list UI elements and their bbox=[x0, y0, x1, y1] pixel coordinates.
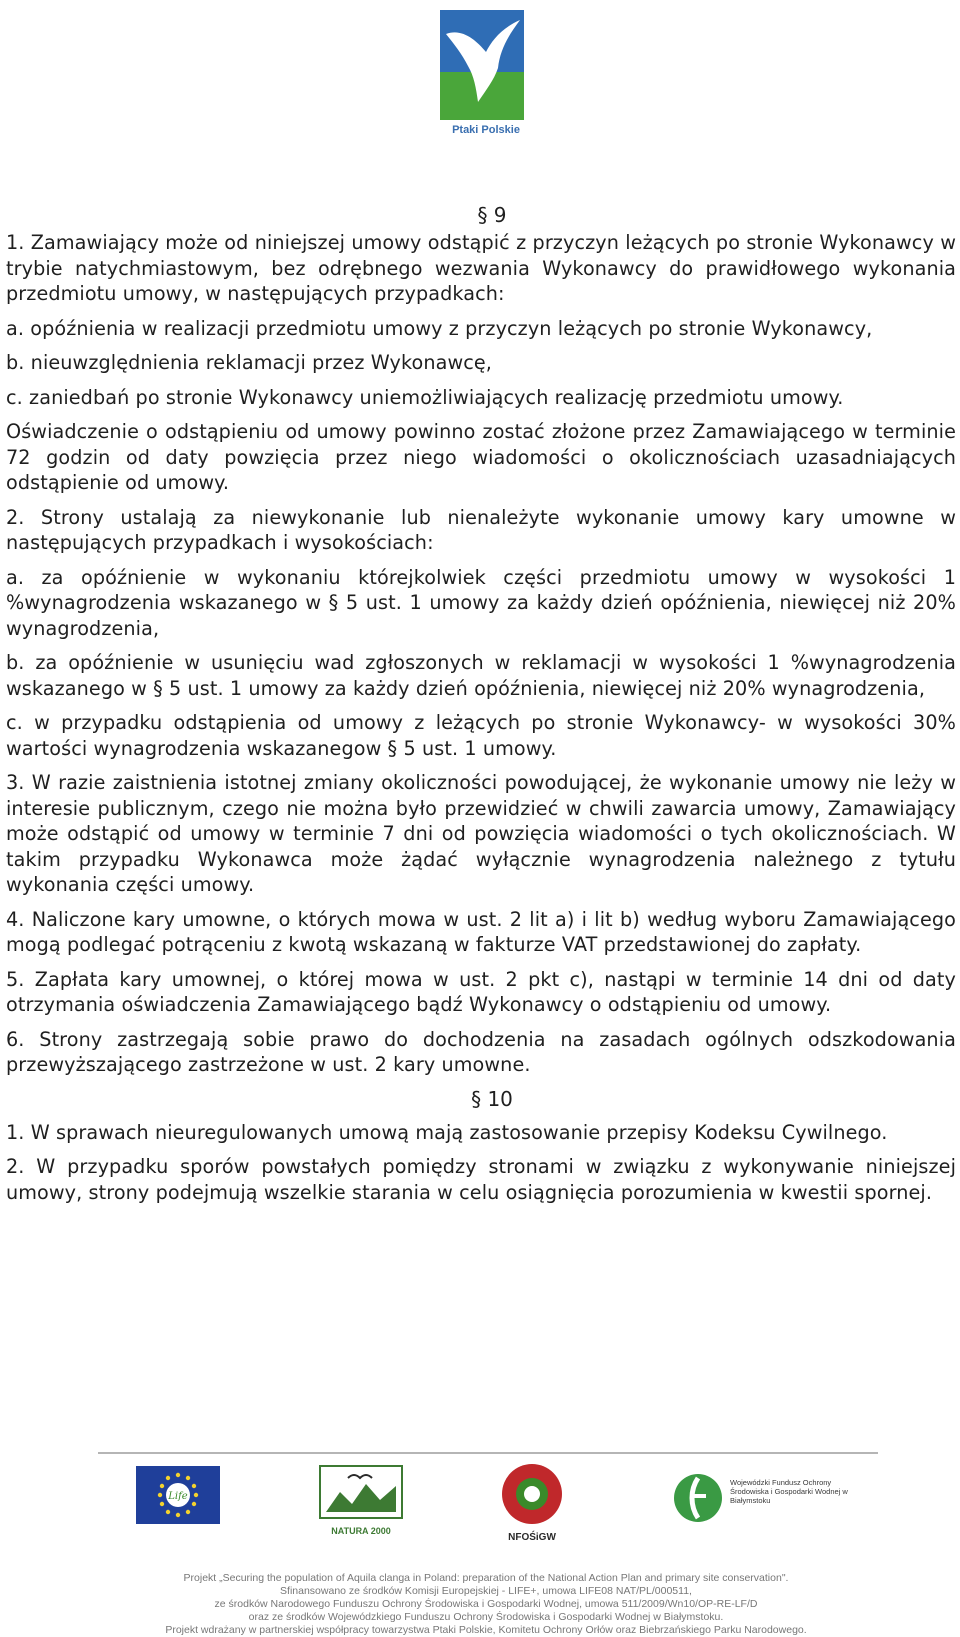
bird-logo-icon bbox=[440, 10, 524, 120]
eu-life-flag-icon bbox=[136, 1466, 220, 1528]
document-body bbox=[6, 200, 956, 1205]
paragraph: 5. Zapłata kary umownej, o której mowa w ust. 2 pkt c), nastąpi w terminie 14 dni od daty otrzymania oświadczenia Zamawiającego bądź Wykonawcy o odstąpieniu od umowy. bbox=[6, 967, 956, 1016]
nfosigw-icon bbox=[496, 1460, 568, 1548]
logo-label-life: Life bbox=[168, 1491, 188, 1502]
footer-divider bbox=[98, 1452, 878, 1454]
logo-caption: Ptaki Polskie bbox=[452, 124, 520, 136]
paragraph: 6. Strony zastrzegają sobie prawo do dochodzenia na zasadach ogólnych odszkodowania przewyższającego zastrzeżone w ust. 2 kary umowne. bbox=[6, 1027, 956, 1076]
logo-label-wfosigw: Wojewódzki Fundusz Ochrony Środowiska i Gospodarki Wodnej w Białymstoku bbox=[730, 1478, 848, 1505]
paragraph: 2. W przypadku sporów powstałych pomiędzy stronami w związku z wykonywanie niniejszej umowy, strony podejmują wszelkie starania w celu osiągnięcia porozumienia w kwestii spornej. bbox=[6, 1155, 956, 1204]
wfosigw-bialystok-icon bbox=[672, 1470, 862, 1530]
paragraph: 2. Strony ustalają za niewykonanie lub nienależyte wykonanie umowy kary umowne w następujących przypadkach i wysokościach: bbox=[6, 505, 956, 554]
paragraph: c. w przypadku odstąpienia od umowy z leżących po stronie Wykonawcy- w wysokości 30% wartości wynagrodzenia wskazanegow § 5 ust. 1 umowy. bbox=[6, 711, 956, 760]
paragraph: 3. W razie zaistnienia istotnej zmiany okoliczności powodującej, że wykonanie umowy nie leży w interesie publicznym, czego nie można było przewidzieć w chwili zawarcia umowy, Zamawiający może odstąpić od umowy w terminie 7 dni od powzięcia wiadomości o tych okolicznościach. W takim przypadku Wykonawca może żądać wyłącznie wynagrodzenia należnego z tytułu wykonania części umowy. bbox=[6, 771, 956, 896]
paragraph: c. zaniedbań po stronie Wykonawcy uniemożliwiających realizację przedmiotu umowy. bbox=[6, 385, 844, 409]
paragraph: a. opóźnienia w realizacji przedmiotu umowy z przyczyn leżących po stronie Wykonawcy, bbox=[6, 316, 873, 340]
natura-2000-icon bbox=[318, 1464, 404, 1544]
paragraph: a. za opóźnienie w wykonaniu którejkolwiek części przedmiotu umowy w wysokości 1 %wynagrodzenia wskazanego w § 5 ust. 1 umowy za każdy dzień opóźnienia, niewięcej niż 20% wynagrodzenia, bbox=[6, 565, 956, 640]
paragraph: b. za opóźnienie w usunięciu wad zgłoszonych w reklamacji w wysokości 1 %wynagrodzenia wskazanego w § 5 ust. 1 umowy za każdy dzień opóźnienia, niewięcej niż 20% wynagrodzenia, bbox=[6, 651, 956, 700]
paragraph: 4. Naliczone kary umowne, o których mowa w ust. 2 lit a) i lit b) według wyboru Zamawiającego mogą podlegać potrąceniu z kwotą wskazaną w fakturze VAT przedstawionej do zapłaty. bbox=[6, 907, 956, 956]
footer-line: ze środków Narodowego Funduszu Ochrony Środowiska i Gospodarki Wodnej, umowa 511/2009/Wn10/OP-RE-LF/D bbox=[214, 1598, 758, 1610]
sponsor-logos bbox=[98, 1460, 878, 1550]
paragraph: b. nieuwzględnienia reklamacji przez Wykonawcę, bbox=[6, 351, 493, 374]
footer-line: Sfinansowano ze środków Komisji Europejskiej - LIFE+, umowa LIFE08 NAT/PL/000511, bbox=[280, 1585, 692, 1597]
paragraph: 1. Zamawiający może od niniejszej umowy odstąpić z przyczyn leżących po stronie Wykonawcy w trybie natychmiastowym, bez odrębnego wezwania Wykonawcy do prawidłowego wykonania przedmiotu umowy, w następujących przypadkach: bbox=[6, 231, 956, 305]
paragraph: 1. W sprawach nieuregulowanych umową mają zastosowanie przepisy Kodeksu Cywilnego. bbox=[6, 1120, 888, 1144]
logo-label-nfosigw: NFOŚiGW bbox=[508, 1532, 556, 1543]
logo-label-natura: NATURA 2000 bbox=[331, 1526, 391, 1536]
paragraph: Oświadczenie o odstąpieniu od umowy powinno zostać złożone przez Zamawiającego w terminie 72 godzin od daty powzięcia przez niego wiadomości o okolicznościach uzasadniających odstąpienie od umowy. bbox=[6, 420, 956, 494]
footer-line: Projekt „Securing the population of Aquila clanga in Poland: preparation of the National Action Plan and primary site conservation". bbox=[183, 1572, 789, 1584]
section-sign: § 10 bbox=[471, 1086, 513, 1111]
footer-line: oraz ze środków Wojewódzkiego Funduszu Ochrony Środowiska i Gospodarki Wodnej w Białymstoku. bbox=[248, 1611, 724, 1623]
section-sign: § 9 bbox=[477, 203, 507, 227]
footer-line: Projekt wdrażany w partnerskiej współpracy towarzystwa Ptaki Polskie, Komitetu Ochrony Orłów oraz Biebrzańskiego Parku Narodowego. bbox=[165, 1624, 807, 1636]
footer-credits bbox=[136, 1572, 836, 1637]
